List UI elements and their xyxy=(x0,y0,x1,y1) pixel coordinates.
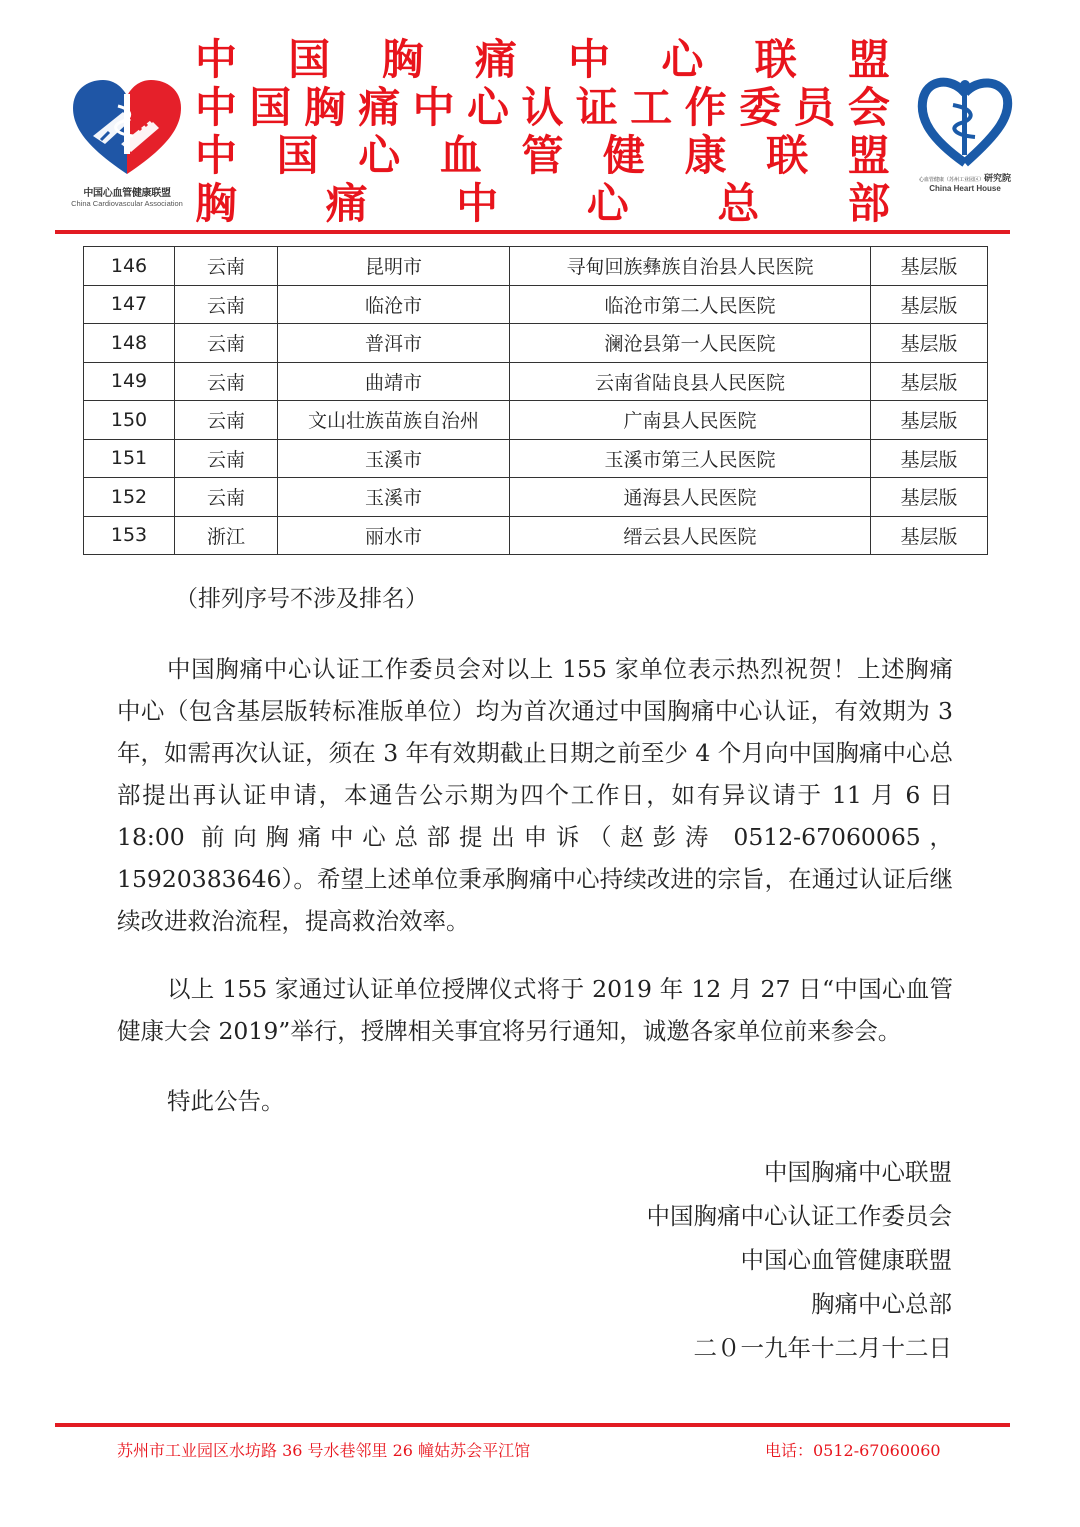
header-divider xyxy=(55,230,1010,234)
signature-org-2: 中国胸痛中心认证工作委员会 xyxy=(646,1202,952,1230)
table-row: 148 云南 普洱市 澜沧县第一人民医院 基层版 xyxy=(84,324,988,363)
announcement-closing: 特此公告。 xyxy=(167,1087,285,1115)
footer-address: 苏州市工业园区水坊路 36 号水巷邻里 26 幢姑苏会平江馆 xyxy=(117,1441,531,1460)
title-line-3: 中 国 心 血 管 健 康 联 盟 xyxy=(195,131,890,180)
congratulation-paragraph: 中国胸痛中心认证工作委员会对以上 155 家单位表示热烈祝贺！上述胸痛中心（包含基层版转标准版单位）均为首次通过中国胸痛中心认证，有效期为 3 年，如需再次认证，须在 3 年有效期截止日期之前至少 4 个月向中国胸痛中心总部提出再认证申请，本通告公示期为四个工作日，如有异议请于 11 月 6 日 18:00 前向胸痛中心总部提出申诉（赵彭涛 0512-67060065，15920383646）。希望上述单位秉承胸痛中心持续改进的宗旨，在通过认证后继续改进救治流程，提高救治效率。 xyxy=(117,655,953,935)
title-line-2: 中 国 胸 痛 中 心 认 证 工 作 委 员 会 xyxy=(195,83,890,132)
table-row: 153 浙江 丽水市 缙云县人民医院 基层版 xyxy=(84,516,988,555)
right-logo-subcaption: China Heart House xyxy=(929,184,1001,193)
table-row: 150 云南 文山壮族苗族自治州 广南县人民医院 基层版 xyxy=(84,401,988,440)
right-logo-caption: 心血管健康（苏州工业园区）研究院 xyxy=(918,174,1012,184)
caduceus-heart-icon xyxy=(917,75,1013,167)
table-row: 149 云南 曲靖市 云南省陆良县人民医院 基层版 xyxy=(84,362,988,401)
signature-date: 二０一九年十二月十二日 xyxy=(693,1334,952,1362)
title-line-1: 中 国 胸 痛 中 心 联 盟 xyxy=(195,35,890,84)
table-row: 152 云南 玉溪市 通海县人民医院 基层版 xyxy=(84,478,988,517)
ranking-note: （排列序号不涉及排名） xyxy=(175,586,428,612)
left-logo-subcaption: China Cardiovascular Association xyxy=(71,199,183,208)
left-logo-caption: 中国心血管健康联盟 xyxy=(83,188,171,199)
letterhead-titles xyxy=(195,36,890,228)
footer-divider xyxy=(55,1423,1010,1427)
handshake-heart-icon xyxy=(71,78,183,178)
table-row: 151 云南 玉溪市 玉溪市第三人民医院 基层版 xyxy=(84,439,988,478)
hospital-list-table xyxy=(83,246,988,555)
signature-org-1: 中国胸痛中心联盟 xyxy=(764,1158,952,1186)
table-row: 146 云南 昆明市 寻甸回族彝族自治县人民医院 基层版 xyxy=(84,247,988,286)
signature-org-3: 中国心血管健康联盟 xyxy=(740,1246,952,1274)
ceremony-paragraph: 以上 155 家通过认证单位授牌仪式将于 2019 年 12 月 27 日“中国心血管健康大会 2019”举行，授牌相关事宜将另行通知，诚邀各家单位前来参会。 xyxy=(117,975,953,1045)
cardiovascular-alliance-logo xyxy=(68,78,186,208)
title-line-4: 胸 痛 中 心 总 部 xyxy=(195,179,890,228)
footer-phone: 电话：0512-67060060 xyxy=(765,1441,941,1460)
signature-org-4: 胸痛中心总部 xyxy=(811,1290,952,1318)
table-row: 147 云南 临沧市 临沧市第二人民医院 基层版 xyxy=(84,285,988,324)
letterhead xyxy=(0,0,1080,240)
heart-house-logo xyxy=(915,75,1015,193)
